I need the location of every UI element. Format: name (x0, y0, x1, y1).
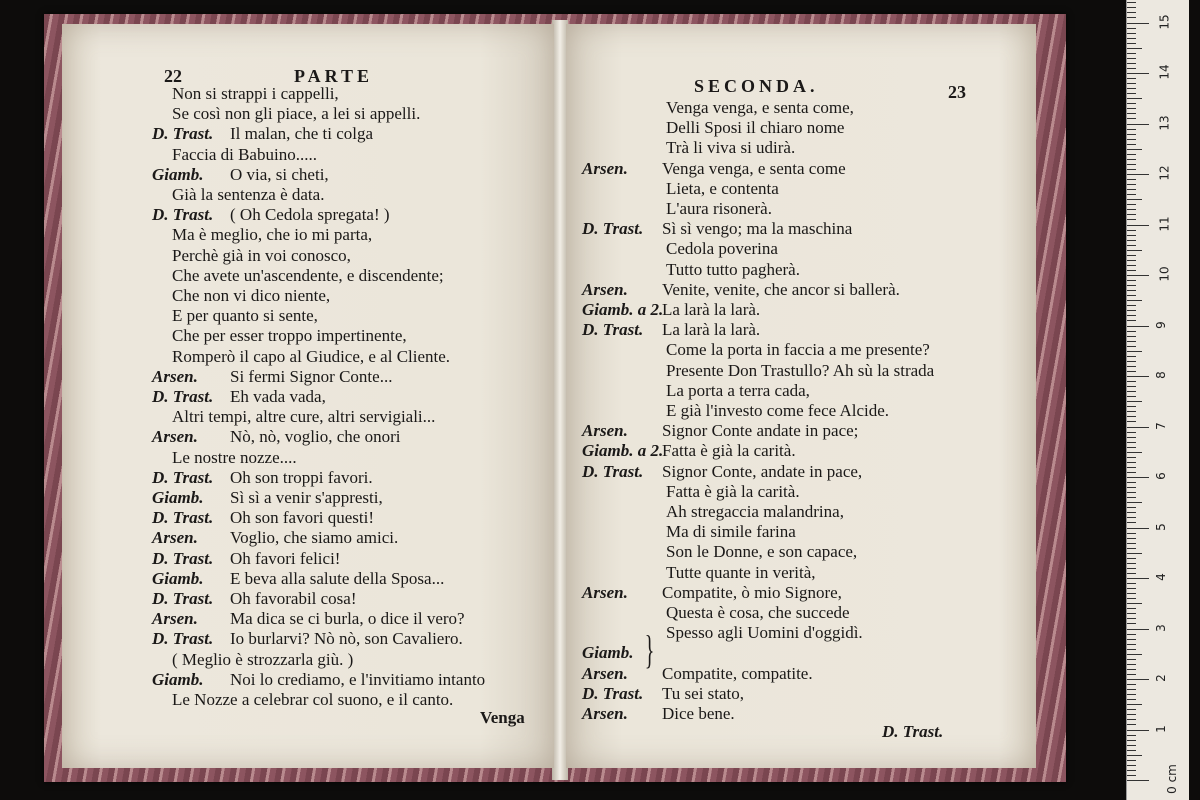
ruler-tick (1127, 371, 1136, 372)
ruler-tick (1127, 305, 1136, 306)
ruler-tick (1127, 341, 1136, 342)
verse-line: Già la sentenza è data. (172, 185, 325, 204)
verse-line: Ma di simile farina (666, 522, 796, 542)
speaker-label: D. Trast. (152, 467, 214, 487)
speaker-label: Giamb. (152, 669, 204, 689)
ruler-tick (1127, 2, 1136, 3)
verse-line: L'aura risonerà. (666, 199, 772, 218)
ruler-tick (1127, 103, 1136, 104)
ruler-tick (1127, 714, 1136, 715)
ruler-tick (1127, 38, 1136, 39)
ruler-tick (1127, 164, 1136, 165)
ruler-label: 12 (1157, 165, 1172, 181)
ruler-tick (1127, 108, 1136, 109)
verse-line: Che per esser troppo impertinente, (172, 326, 407, 346)
ruler-tick (1127, 93, 1136, 94)
verse-line: Il malan, che ti colga (230, 124, 374, 144)
verse-line: Che non vi dico niente, (172, 286, 331, 305)
ruler-tick (1127, 174, 1149, 175)
ruler-tick (1127, 457, 1136, 458)
verse-line: Signor Conte andate in pace; (662, 421, 859, 441)
ruler-tick (1127, 553, 1142, 554)
ruler-tick (1127, 154, 1136, 155)
verse-line: Signor Conte, andate in pace, (662, 461, 863, 481)
ruler-label: 14 (1157, 64, 1172, 80)
ruler-tick (1127, 351, 1142, 352)
speaker-label: Arsen. (582, 704, 628, 723)
verse-line: Questa è cosa, che succede (666, 603, 850, 622)
ruler-tick (1127, 548, 1136, 549)
ruler-label: 13 (1157, 114, 1172, 131)
verse-line: Ma dica se ci burla, o dice il vero? (230, 609, 465, 629)
speaker-label: Giamb. (582, 643, 634, 663)
ruler-tick (1127, 326, 1149, 327)
ruler-tick (1127, 23, 1149, 24)
ruler-tick (1127, 230, 1136, 231)
ruler-tick (1127, 649, 1136, 650)
ruler-tick (1127, 396, 1136, 397)
ruler-tick (1127, 285, 1136, 286)
verse-line: Son le Donne, e son capace, (666, 542, 858, 562)
speaker-label: D. Trast. (152, 205, 214, 225)
verse-line: Nò, nò, voglio, che onori (230, 427, 401, 447)
ruler-tick (1127, 421, 1136, 422)
ruler-tick (1127, 568, 1136, 569)
ruler-tick (1127, 320, 1136, 321)
speaker-label: D. Trast. (582, 320, 644, 340)
ruler-tick (1127, 290, 1136, 291)
ruler-label: 5 (1153, 522, 1168, 531)
speaker-label: D. Trast. (152, 548, 214, 568)
ruler-tick (1127, 199, 1142, 200)
ruler-tick (1127, 416, 1136, 417)
ruler-tick (1127, 694, 1136, 695)
ruler-tick (1127, 730, 1149, 731)
verse-line: Le nostre nozze.... (172, 447, 297, 467)
speaker-label: Arsen. (582, 279, 628, 299)
verse-line: Ah stregaccia malandrina, (666, 502, 844, 521)
ruler-tick (1127, 724, 1136, 725)
verse-line: Venga venga, e senta come (662, 158, 846, 178)
ruler-tick (1127, 447, 1136, 448)
ruler-tick (1127, 427, 1149, 428)
ruler-tick (1127, 225, 1149, 226)
ruler-tick (1127, 770, 1136, 771)
verse-line: Sì sì vengo; ma la maschina (662, 219, 853, 239)
ruler-tick (1127, 538, 1136, 539)
speaker-label: Arsen. (582, 158, 628, 178)
speaker-label: Giamb. a 2. (582, 300, 664, 319)
ruler-tick (1127, 295, 1136, 296)
verse-line: Eh vada vada, (230, 387, 326, 406)
ruler-tick (1127, 17, 1136, 18)
ruler-tick (1127, 134, 1136, 135)
verse-line: Compatite, compatite. (662, 663, 813, 683)
verse-line: Delli Sposi il chiaro nome (666, 118, 845, 138)
speaker-label: D. Trast. (152, 629, 214, 649)
verse-line: Non si strappi i cappelli, (172, 84, 339, 103)
ruler-tick (1127, 68, 1136, 69)
ruler-tick (1127, 275, 1149, 276)
ruler-tick (1127, 623, 1136, 624)
ruler-tick (1127, 391, 1136, 392)
ruler-tick (1127, 755, 1142, 756)
measuring-ruler (1126, 0, 1189, 800)
speaker-label: Arsen. (152, 366, 198, 386)
ruler-label: 10 (1157, 266, 1172, 282)
ruler-tick (1127, 245, 1136, 246)
verse-line: Lieta, e contenta (666, 178, 779, 198)
ruler-tick (1127, 189, 1136, 190)
verse-line: Voglio, che siamo amici. (230, 528, 399, 548)
speaker-label: D. Trast. (582, 683, 644, 703)
verse-line: La larà la larà. (662, 320, 761, 340)
verse-line: Oh favori felici! (230, 548, 341, 568)
verse-line: E già l'investo come fece Alcide. (666, 401, 890, 420)
right-page-number: 23 (948, 82, 966, 102)
ruler-tick (1127, 760, 1136, 761)
ruler-tick (1127, 462, 1136, 463)
speaker-brace: } (644, 627, 655, 672)
ruler-tick (1127, 331, 1136, 332)
ruler-tick (1127, 376, 1149, 377)
ruler-tick (1127, 684, 1136, 685)
ruler-tick (1127, 654, 1142, 655)
verse-line: Fatta è già la carità. (666, 481, 800, 501)
ruler-tick (1127, 644, 1136, 645)
verse-line: ( Meglio è strozzarla giù. ) (172, 649, 354, 669)
ruler-label: 7 (1153, 421, 1168, 430)
speaker-label: Arsen. (582, 663, 628, 683)
ruler-tick (1127, 533, 1136, 534)
speaker-label: Arsen. (152, 528, 198, 548)
ruler-tick (1127, 608, 1136, 609)
ruler-tick (1127, 184, 1136, 185)
ruler-tick (1127, 63, 1136, 64)
speaker-label: Arsen. (582, 421, 628, 441)
ruler-tick (1127, 315, 1136, 316)
speaker-label: Arsen. (152, 609, 198, 629)
ruler-tick (1127, 507, 1136, 508)
ruler-tick (1127, 83, 1136, 84)
ruler-tick (1127, 780, 1149, 781)
ruler-tick (1127, 603, 1142, 604)
ruler-label: 11 (1157, 215, 1172, 232)
ruler-tick (1127, 159, 1136, 160)
ruler-tick (1127, 346, 1136, 347)
ruler-tick (1127, 442, 1136, 443)
speaker-label: Giamb. (152, 164, 204, 184)
speaker-label: D. Trast. (582, 219, 644, 239)
ruler-tick (1127, 613, 1136, 614)
verse-line: La porta a terra cada, (666, 380, 810, 400)
ruler-tick (1127, 250, 1142, 251)
ruler-tick (1127, 750, 1136, 751)
verse-line: Io burlarvi? Nò nò, son Cavaliero. (230, 629, 463, 649)
ruler-tick (1127, 48, 1142, 49)
ruler-label: 9 (1153, 320, 1168, 329)
ruler-tick (1127, 452, 1142, 453)
ruler-label: 1 (1153, 724, 1168, 733)
ruler-tick (1127, 740, 1136, 741)
verse-line: Altri tempi, altre cure, altri servigiali... (172, 407, 436, 427)
ruler-tick (1127, 709, 1136, 710)
verse-line: Venga venga, e senta come, (666, 98, 854, 117)
verse-line: Noi lo crediamo, e l'invitiamo intanto (230, 669, 486, 689)
verse-line: Cedola poverina (666, 239, 778, 259)
verse-line: Se così non gli piace, a lei si appelli. (172, 104, 421, 124)
ruler-tick (1127, 88, 1136, 89)
verse-line: Fatta è già la carità. (662, 441, 796, 461)
ruler-tick (1127, 280, 1136, 281)
verse-line: Faccia di Babuino..... (172, 144, 317, 164)
ruler-tick (1127, 775, 1136, 776)
ruler-tick (1127, 98, 1142, 99)
right-catchword: D. Trast. (882, 722, 944, 741)
ruler-tick (1127, 113, 1136, 114)
verse-line: Come la porta in faccia a me presente? (666, 340, 930, 360)
ruler-tick (1127, 33, 1136, 34)
ruler-tick (1127, 169, 1136, 170)
speaker-label: Giamb. (152, 488, 204, 507)
ruler-tick (1127, 618, 1136, 619)
ruler-tick (1127, 265, 1136, 266)
ruler-tick (1127, 583, 1136, 584)
ruler-tick (1127, 129, 1136, 130)
ruler-tick (1127, 573, 1136, 574)
ruler-tick (1127, 487, 1136, 488)
ruler-tick (1127, 477, 1149, 478)
ruler-tick (1127, 704, 1142, 705)
verse-line: Venite, venite, che ancor si ballerà. (662, 279, 900, 299)
ruler-tick (1127, 255, 1136, 256)
ruler-tick (1127, 482, 1136, 483)
speaker-label: Giamb. a 2. (582, 441, 664, 461)
ruler-tick (1127, 432, 1136, 433)
ruler-tick (1127, 512, 1136, 513)
ruler-tick (1127, 53, 1136, 54)
ruler-label: 8 (1153, 371, 1168, 379)
right-page (566, 24, 1036, 768)
ruler-tick (1127, 381, 1136, 382)
ruler-label: 3 (1153, 623, 1168, 632)
verse-line: Romperò il capo al Giudice, e al Cliente. (172, 346, 451, 366)
ruler-tick (1127, 310, 1136, 311)
verse-line: Oh son troppi favori. (230, 467, 373, 487)
ruler-tick (1127, 674, 1136, 675)
ruler-tick (1127, 366, 1136, 367)
verse-line: Spesso agli Uomini d'oggidì. (666, 623, 863, 643)
ruler-tick (1127, 43, 1136, 44)
ruler-tick (1127, 118, 1136, 119)
ruler-tick (1127, 78, 1136, 79)
ruler-tick (1127, 437, 1136, 438)
verse-line: Compatite, ò mio Signore, (662, 582, 842, 602)
verse-line: Perchè già in voi conosco, (172, 245, 351, 265)
ruler-tick (1127, 492, 1136, 493)
verse-line: Tutto tutto pagherà. (666, 259, 800, 279)
ruler-tick (1127, 699, 1136, 700)
verse-line: O via, si cheti, (230, 164, 329, 184)
ruler-tick (1127, 517, 1136, 518)
verse-line: Trà li viva si udirà. (666, 138, 796, 158)
verse-line: Si fermi Signor Conte... (230, 366, 393, 386)
right-running-head: SECONDA. (694, 76, 819, 96)
ruler-tick (1127, 578, 1149, 579)
left-running-head: PARTE (294, 66, 374, 86)
verse-line: Oh favorabil cosa! (230, 589, 357, 608)
ruler-tick (1127, 629, 1149, 630)
verse-line: ( Oh Cedola spregata! ) (230, 205, 390, 225)
ruler-tick (1127, 144, 1136, 145)
speaker-label: D. Trast. (152, 124, 214, 144)
speaker-label: D. Trast. (152, 508, 214, 528)
ruler-tick (1127, 411, 1136, 412)
ruler-tick (1127, 543, 1136, 544)
ruler-tick (1127, 361, 1136, 362)
speaker-label: D. Trast. (152, 387, 214, 406)
ruler-label: 15 (1157, 13, 1172, 30)
ruler-tick (1127, 406, 1136, 407)
verse-line: Tu sei stato, (662, 683, 745, 703)
ruler-tick (1127, 209, 1136, 210)
ruler-tick (1127, 139, 1136, 140)
ruler-tick (1127, 735, 1136, 736)
ruler-tick (1127, 669, 1136, 670)
verse-line: La larà la larà. (662, 300, 761, 319)
ruler-tick (1127, 401, 1142, 402)
ruler-tick (1127, 598, 1136, 599)
ruler-tick (1127, 124, 1149, 125)
left-page-number: 22 (164, 66, 182, 86)
ruler-tick (1127, 659, 1136, 660)
speaker-label: Giamb. (152, 568, 204, 588)
ruler-tick (1127, 214, 1136, 215)
ruler-tick (1127, 7, 1136, 8)
verse-line: Tutte quante in verità, (666, 562, 816, 582)
ruler-tick (1127, 204, 1136, 205)
ruler-tick (1127, 149, 1142, 150)
ruler-tick (1127, 240, 1136, 241)
ruler-tick (1127, 689, 1136, 690)
ruler-label: 0 cm (1164, 764, 1179, 794)
speaker-label: D. Trast. (582, 461, 644, 481)
ruler-tick (1127, 300, 1142, 301)
verse-line: Dice bene. (662, 704, 735, 723)
ruler-tick (1127, 563, 1136, 564)
ruler-tick (1127, 356, 1136, 357)
verse-line: Che avete un'ascendente, e discendente; (172, 265, 444, 285)
left-page (62, 24, 554, 768)
verse-line: Presente Don Trastullo? Ah sù la strada (666, 360, 935, 380)
ruler-tick (1127, 593, 1136, 594)
ruler-tick (1127, 12, 1136, 13)
ruler-tick (1127, 528, 1149, 529)
ruler-tick (1127, 497, 1136, 498)
ruler-tick (1127, 270, 1136, 271)
ruler-tick (1127, 634, 1136, 635)
ruler-tick (1127, 664, 1136, 665)
ruler-tick (1127, 745, 1136, 746)
ruler-tick (1127, 558, 1136, 559)
ruler-label: 2 (1153, 674, 1168, 682)
ruler-tick (1127, 179, 1136, 180)
verse-line: Oh son favori questi! (230, 508, 375, 528)
ruler-tick (1127, 235, 1136, 236)
ruler-tick (1127, 719, 1136, 720)
ruler-tick (1127, 679, 1149, 680)
verse-line: Sì sì a venir s'appresti, (230, 488, 383, 507)
verse-line: E per quanto si sente, (172, 306, 318, 326)
left-catchword: Venga (480, 708, 525, 727)
ruler-tick (1127, 588, 1136, 589)
ruler-label: 6 (1153, 472, 1168, 480)
ruler-tick (1127, 260, 1136, 261)
verse-line: E beva alla salute della Sposa... (230, 568, 445, 588)
ruler-tick (1127, 502, 1142, 503)
ruler-tick (1127, 336, 1136, 337)
ruler-tick (1127, 194, 1136, 195)
speaker-label: Arsen. (582, 582, 628, 602)
verse-line: Le Nozze a celebrar col suono, e il canto. (172, 690, 454, 709)
verse-line: Ma è meglio, che io mi parta, (172, 225, 373, 245)
ruler-tick (1127, 73, 1149, 74)
ruler-label: 4 (1153, 573, 1168, 581)
ruler-tick (1127, 28, 1136, 29)
ruler-tick (1127, 765, 1136, 766)
ruler-tick (1127, 639, 1136, 640)
ruler-tick (1127, 58, 1136, 59)
ruler-tick (1127, 472, 1136, 473)
ruler-tick (1127, 522, 1136, 523)
speaker-label: Arsen. (152, 427, 198, 447)
ruler-tick (1127, 386, 1136, 387)
speaker-label: D. Trast. (152, 589, 214, 608)
ruler-tick (1127, 467, 1136, 468)
ruler-tick (1127, 219, 1136, 220)
